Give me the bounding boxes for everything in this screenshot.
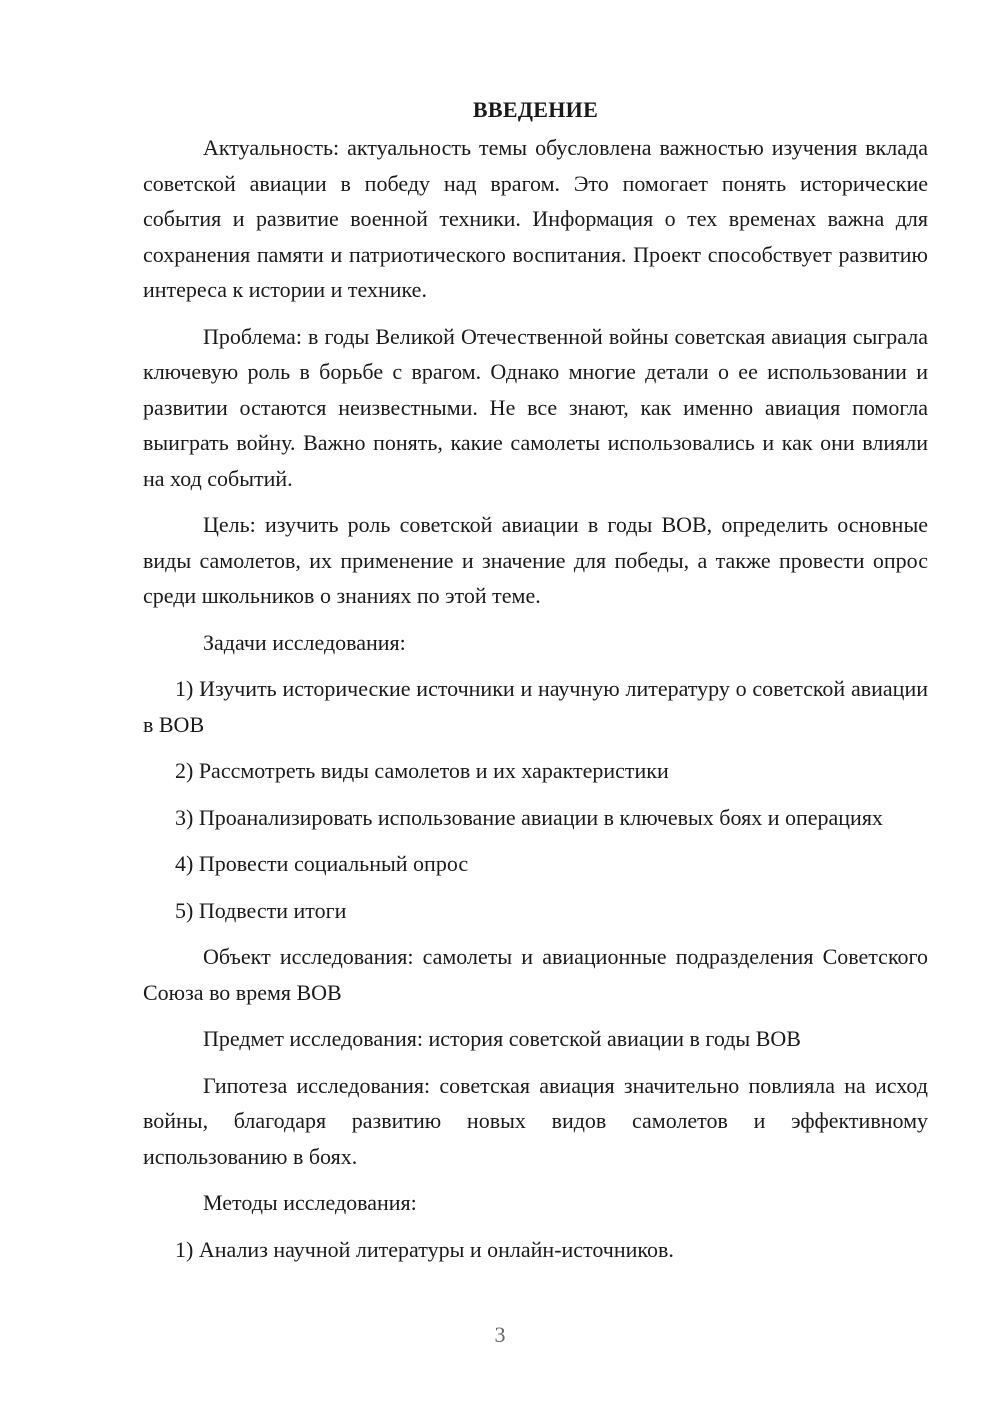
page-title: ВВЕДЕНИЕ — [472, 97, 599, 122]
page-number: 3 — [494, 1322, 506, 1347]
subject-paragraph: Предмет исследования: история советской авиации в годы ВОВ — [203, 1026, 801, 1051]
object-paragraph: Объект исследования: самолеты и авиационные подразделения Советского Союза во время ВОВ — [143, 944, 928, 1005]
task-item-5: 5) Подвести итоги — [175, 897, 347, 923]
goal-paragraph: Цель: изучить роль советской авиации в годы ВОВ, определить основные виды самолетов, их применение и значение для победы, а также провести опрос среди школьников о знаниях по этой теме. — [143, 512, 928, 608]
problem-paragraph: Проблема: в годы Великой Отечественной войны советская авиация сыграла ключевую роль в борьбе с врагом. Однако многие детали о ее использовании и развитии остаются неизвестными. Не все знают, как именно авиация помогла выиграть войну. Важно понять, какие самолеты использовались и как они влияли на ход событий. — [143, 323, 928, 491]
task-item-2: 2) Рассмотреть виды самолетов и их характеристики — [175, 758, 669, 783]
task-item-4: 4) Провести социальный опрос — [175, 851, 469, 876]
hypothesis-paragraph: Гипотеза исследования: советская авиация значительно повлияла на исход войны, благодаря развитию новых видов самолетов и эффективному использованию в боях. — [143, 1072, 928, 1169]
tasks-heading: Задачи исследования: — [203, 629, 406, 655]
task-item-1: 1) Изучить исторические источники и научную литературу о советской авиации в ВОВ — [143, 676, 928, 737]
method-item-1: 1) Анализ научной литературы и онлайн-источников. — [175, 1236, 674, 1262]
methods-heading: Методы исследования: — [203, 1190, 417, 1215]
relevance-paragraph: Актуальность: актуальность темы обусловлена важностью изучения вклада советской авиации в победу над врагом. Это помогает понять исторические события и развитие военной техники. Информация о тех временах важна для сохранения памяти и патриотического воспитания. Проект способствует развитию интереса к истории и технике. — [143, 135, 928, 302]
document-page — [143, 92, 928, 1278]
task-item-3: 3) Проанализировать использование авиации в ключевых боях и операциях — [175, 804, 883, 830]
